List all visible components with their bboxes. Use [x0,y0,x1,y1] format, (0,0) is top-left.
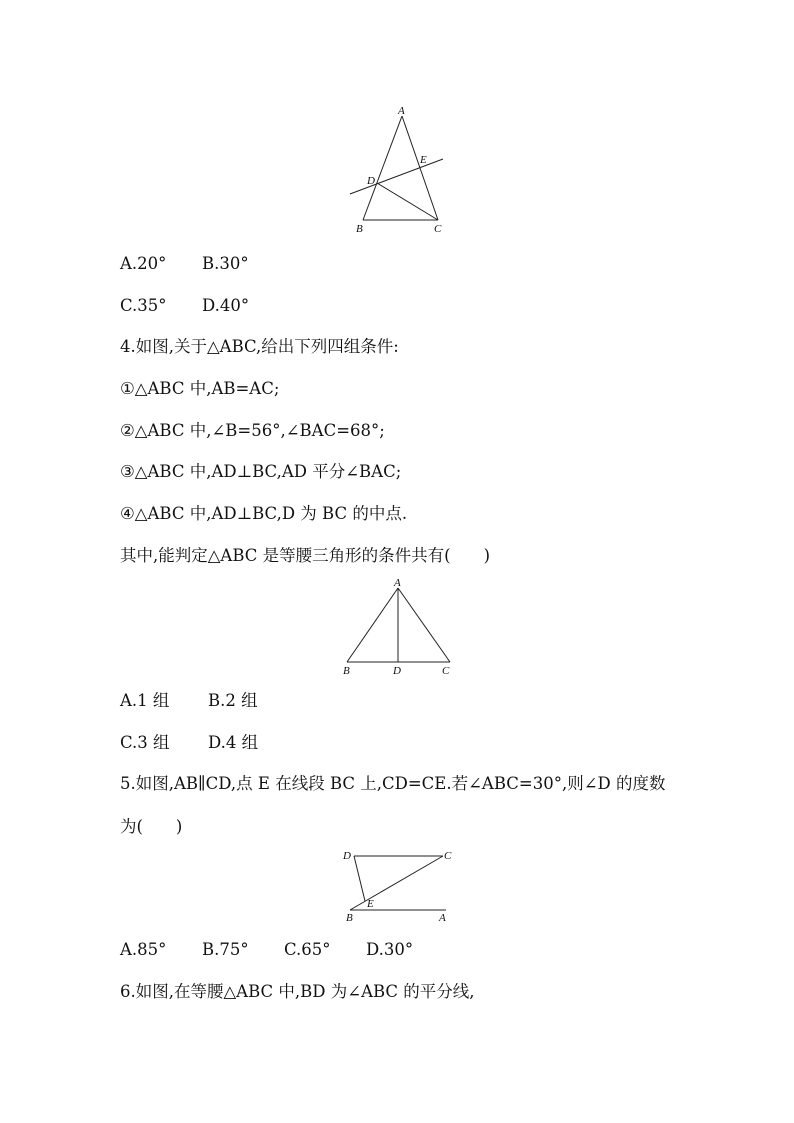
q5-option-a: A.85° [120,940,167,959]
segment-bc [350,856,443,910]
label-d: D [367,175,375,187]
q5-stem-line1: 5.如图,AB∥CD,点 E 在线段 BC 上,CD=CE.若∠ABC=30°,则∠D 的度数 [120,774,666,793]
q5-option-d: D.30° [366,940,414,959]
label-e: E [367,898,374,910]
label-a: A [439,912,446,924]
q3-options-row1 [120,253,249,275]
figure-parallel-lines [338,845,463,925]
q4-condition-4: ④△ABC 中,AD⊥BC,D 为 BC 的中点. [120,504,408,523]
q4-options-row1 [120,690,258,712]
q4-option-b: B.2 组 [208,691,258,710]
label-d: D [343,850,351,862]
label-b: B [343,665,350,677]
q5-options [120,939,413,961]
figure-triangle-de [340,100,460,240]
q5-option-c: C.65° [284,940,331,959]
q6-stem: 6.如图,在等腰△ABC 中,BD 为∠ABC 的平分线, [120,982,475,1001]
label-c: C [444,850,452,862]
q4-condition-1: ①△ABC 中,AB=AC; [120,379,280,398]
figure-triangle-altitude [335,575,465,680]
label-a: A [394,577,401,589]
label-b: B [346,912,353,924]
q3-option-b: B.30° [202,254,249,273]
label-c: C [434,223,442,235]
q4-option-d: D.4 组 [208,733,259,752]
q4-question: 其中,能判定△ABC 是等腰三角形的条件共有( ) [120,546,491,565]
label-d: D [393,665,401,677]
q3-option-c: C.35° [120,296,167,315]
q4-condition-2: ②△ABC 中,∠B=56°,∠BAC=68°; [120,421,385,440]
label-a: A [398,105,405,117]
segment-ab [347,588,398,662]
q3-options-row2 [120,295,249,317]
label-e: E [420,154,427,166]
segment-ac [398,588,450,662]
q4-option-a: A.1 组 [120,691,170,710]
q3-option-d: D.40° [202,296,250,315]
q3-option-a: A.20° [120,254,167,273]
q5-option-b: B.75° [202,940,249,959]
segment-dc [377,183,438,220]
label-b: B [356,223,363,235]
segment-ab [363,116,402,220]
q4-condition-3: ③△ABC 中,AD⊥BC,AD 平分∠BAC; [120,462,402,481]
q4-option-c: C.3 组 [120,733,170,752]
q4-options-row2 [120,732,258,754]
q4-stem: 4.如图,关于△ABC,给出下列四组条件: [120,337,399,356]
segment-de [354,856,365,901]
line-de [350,159,443,194]
q5-stem-line2: 为( ) [120,817,183,836]
label-c: C [442,665,450,677]
